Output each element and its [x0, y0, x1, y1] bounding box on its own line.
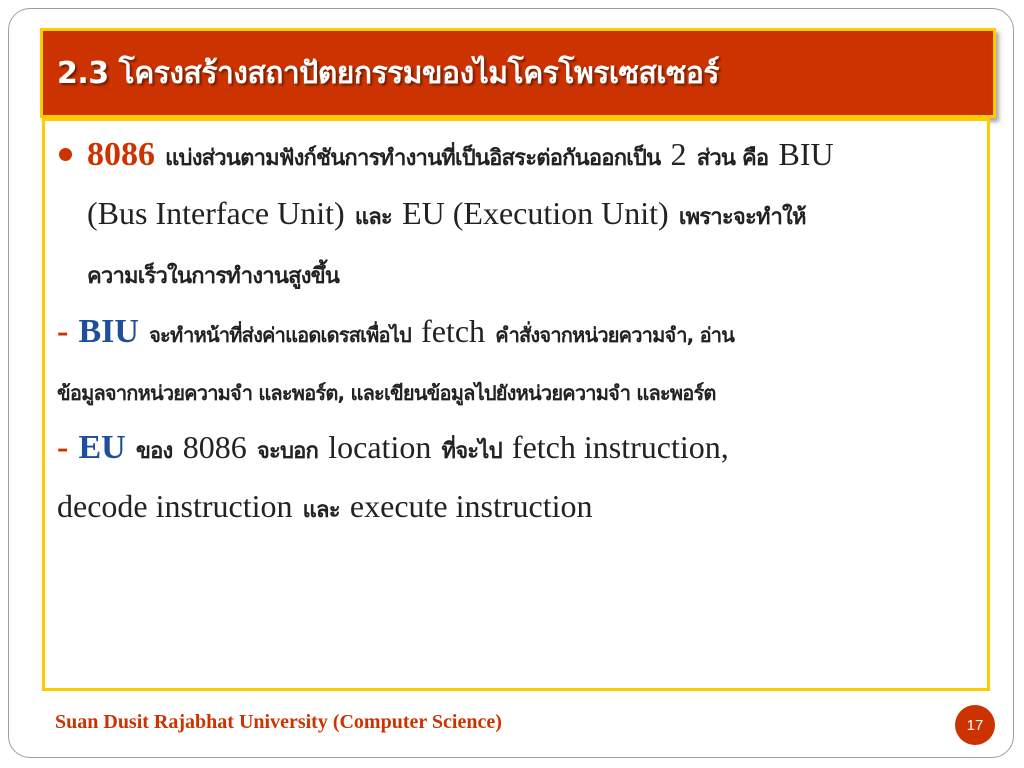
- page-number: 17: [966, 716, 984, 734]
- title-bar: [40, 28, 996, 118]
- bullet-lead: 8086: [87, 136, 155, 173]
- slide-title: 2.3 โครงสร้างสถาปัตยกรรมของไมโครโพรเซสเซอร์: [57, 55, 720, 91]
- eu-text-6: fetch instruction,: [511, 429, 729, 465]
- biu-text-4: ข้อมูลจากหน่วยความจำ และพอร์ต, และเขียนข้อมูลไปยังหน่วยความจำ และพอร์ต: [57, 381, 716, 405]
- footer-institution: Suan Dusit Rajabhat University (Computer Science): [55, 711, 502, 733]
- bullet-text-1: แบ่งส่วนตามฟังก์ชันการทำงานที่เป็นอิสระต่อกันออกเป็น: [165, 146, 661, 171]
- bullet-text-6: และ: [354, 205, 392, 230]
- biu-paragraph: [57, 304, 982, 420]
- eu-text-3: จะบอก: [256, 439, 319, 464]
- bullet-text-7: EU (Execution Unit): [402, 195, 669, 231]
- eu-text-5: ที่จะไป: [441, 439, 502, 464]
- bullet-dot-icon: [59, 148, 72, 161]
- bullet-text-4: BIU: [778, 136, 834, 172]
- eu-text-1: ของ: [135, 439, 173, 464]
- eu-text-2: 8086: [182, 429, 247, 465]
- biu-text-1: จะทำหน้าที่ส่งค่าแอดเดรสเพื่อไป: [149, 323, 411, 347]
- eu-dash: -: [57, 429, 69, 466]
- content-box: [42, 118, 990, 691]
- bullet-text-8: เพราะจะทำให้: [678, 205, 806, 230]
- eu-text-7: decode instruction: [57, 488, 293, 524]
- bullet-text-3: ส่วน คือ: [696, 146, 769, 171]
- biu-text-2: fetch: [421, 313, 486, 349]
- eu-paragraph: [57, 420, 982, 538]
- biu-text-3: คำสั่งจากหน่วยความจำ, อ่าน: [495, 323, 735, 347]
- eu-text-8: และ: [302, 498, 340, 523]
- biu-dash: -: [57, 313, 69, 350]
- eu-text-9: execute instruction: [349, 488, 593, 524]
- bullet-paragraph: [57, 127, 982, 304]
- bullet-text-5: (Bus Interface Unit): [87, 195, 345, 231]
- bullet-text-9: ความเร็วในการทำงานสูงขึ้น: [87, 264, 340, 289]
- page-number-badge: [955, 705, 995, 745]
- biu-lead: BIU: [78, 313, 139, 350]
- bullet-text-2: 2: [670, 136, 687, 172]
- eu-text-4: location: [328, 429, 432, 465]
- eu-lead: EU: [78, 429, 126, 466]
- content-text: [57, 127, 982, 538]
